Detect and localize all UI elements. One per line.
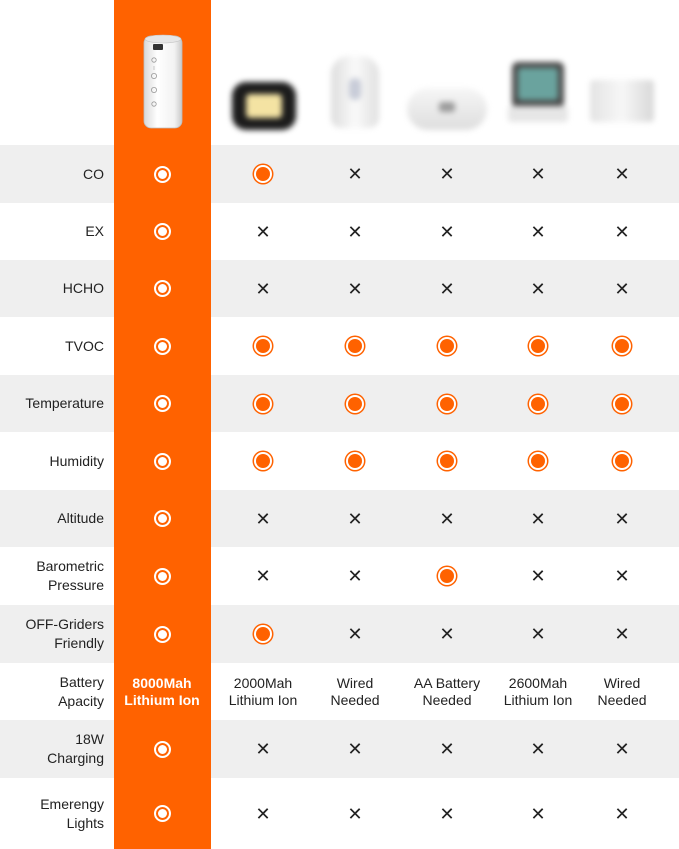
- feature-cell: [114, 720, 211, 778]
- feature-row: [0, 547, 679, 605]
- feature-cell: [401, 432, 493, 490]
- cross-icon: ✕: [614, 278, 630, 299]
- product-2-image: [331, 56, 379, 128]
- cell-text-line: Wired: [336, 674, 374, 691]
- cross-icon: ✕: [439, 221, 455, 242]
- feature-label: [0, 279, 114, 298]
- feature-label-line: Lights: [66, 814, 104, 831]
- cell-text-line: Wired: [603, 674, 641, 691]
- filled-circle-icon: [256, 454, 270, 468]
- cross-icon: ✕: [347, 164, 363, 184]
- feature-cell: [309, 260, 401, 317]
- cross-icon: ✕: [255, 278, 271, 299]
- feature-cell: [492, 663, 584, 720]
- cross-icon: ✕: [530, 739, 546, 759]
- feature-label-line: 18W: [75, 731, 104, 747]
- filled-circle-icon: [531, 454, 545, 468]
- feature-row: [0, 203, 679, 260]
- feature-cell: [309, 203, 401, 260]
- featured-product-image: [140, 32, 186, 132]
- feature-cell: [114, 432, 211, 490]
- feature-cell: [492, 260, 584, 317]
- cross-icon: ✕: [614, 803, 630, 824]
- feature-row: [0, 145, 679, 203]
- feature-cell: [309, 778, 401, 849]
- feature-cell: [492, 720, 584, 778]
- cell-text: [414, 675, 480, 709]
- feature-label: [0, 673, 114, 711]
- feature-label-line: Apacity: [58, 692, 104, 709]
- feature-label: [0, 557, 114, 595]
- feature-cell: [217, 720, 309, 778]
- feature-cell: [576, 203, 668, 260]
- cross-icon: ✕: [347, 739, 363, 759]
- feature-cell: [309, 317, 401, 375]
- cross-icon: ✕: [614, 739, 630, 759]
- product-images-row: [0, 0, 679, 145]
- filled-circle-icon-white: [154, 626, 171, 643]
- feature-label-line: HCHO: [62, 280, 104, 296]
- feature-row: [0, 663, 679, 720]
- feature-cell: [114, 203, 211, 260]
- feature-label-line: Barometric: [36, 558, 104, 574]
- feature-cell: [217, 260, 309, 317]
- feature-cell: [576, 778, 668, 849]
- feature-cell: [114, 778, 211, 849]
- feature-cell: [492, 145, 584, 203]
- feature-cell: [114, 605, 211, 663]
- feature-cell: [401, 605, 493, 663]
- feature-cell: [309, 547, 401, 605]
- feature-cell: [576, 663, 668, 720]
- filled-circle-icon-white: [154, 510, 171, 527]
- filled-circle-icon: [615, 454, 629, 468]
- feature-label-line: CO: [83, 165, 104, 182]
- feature-cell: [576, 145, 668, 203]
- filled-circle-icon-white: [154, 338, 171, 355]
- feature-cell: [492, 375, 584, 432]
- feature-cell: [309, 605, 401, 663]
- cell-text: [229, 675, 297, 709]
- cross-icon: ✕: [347, 803, 363, 824]
- feature-label-line: Humidity: [49, 452, 104, 469]
- feature-row: [0, 432, 679, 490]
- cross-icon: ✕: [255, 803, 271, 824]
- feature-label: [0, 452, 114, 471]
- feature-cell: [576, 720, 668, 778]
- filled-circle-icon: [256, 339, 270, 353]
- cross-icon: ✕: [347, 508, 363, 529]
- feature-cell: [401, 720, 493, 778]
- feature-label: [0, 795, 114, 833]
- cross-icon: ✕: [255, 739, 271, 759]
- feature-label-line: Altitude: [57, 510, 104, 526]
- filled-circle-icon-white: [154, 568, 171, 585]
- feature-row: [0, 317, 679, 375]
- feature-label: [0, 394, 114, 413]
- cross-icon: ✕: [439, 803, 455, 824]
- cross-icon: ✕: [255, 508, 271, 529]
- cell-text-line: Needed: [422, 691, 472, 708]
- feature-cell: [217, 490, 309, 547]
- feature-cell: [576, 375, 668, 432]
- feature-cell: [576, 490, 668, 547]
- cross-icon: ✕: [530, 278, 546, 299]
- feature-cell: [114, 260, 211, 317]
- feature-cell: [576, 432, 668, 490]
- filled-circle-icon: [440, 569, 454, 583]
- feature-cell: [114, 547, 211, 605]
- feature-cell: [492, 490, 584, 547]
- feature-label-line: Charging: [47, 750, 104, 766]
- filled-circle-icon-white: [154, 223, 171, 240]
- cross-icon: ✕: [439, 624, 455, 644]
- feature-cell: [309, 720, 401, 778]
- cross-icon: ✕: [614, 221, 630, 242]
- feature-cell: [492, 605, 584, 663]
- cell-text-line: Lithium Ion: [228, 691, 298, 708]
- cross-icon: ✕: [439, 164, 455, 184]
- cross-icon: ✕: [614, 624, 630, 644]
- filled-circle-icon: [256, 167, 270, 181]
- product-3-image: [407, 88, 487, 130]
- cross-icon: ✕: [530, 566, 546, 586]
- filled-circle-icon: [531, 339, 545, 353]
- cross-icon: ✕: [530, 508, 546, 529]
- product-5-image: [590, 80, 654, 122]
- filled-circle-icon-white: [154, 453, 171, 470]
- feature-cell: [576, 260, 668, 317]
- feature-cell: [114, 663, 211, 720]
- filled-circle-icon: [615, 339, 629, 353]
- feature-label-line: TVOC: [65, 337, 104, 354]
- feature-row: [0, 778, 679, 849]
- feature-cell: [401, 547, 493, 605]
- feature-cell: [401, 490, 493, 547]
- cell-text-line: Lithium Ion: [503, 691, 573, 708]
- filled-circle-icon-white: [154, 280, 171, 297]
- feature-cell: [492, 547, 584, 605]
- cross-icon: ✕: [347, 624, 363, 644]
- feature-cell: [309, 663, 401, 720]
- cross-icon: ✕: [530, 164, 546, 184]
- cross-icon: ✕: [530, 803, 546, 824]
- cell-text: [124, 675, 199, 709]
- cell-text-line: 2600Mah: [508, 674, 568, 691]
- feature-label-line: EX: [85, 223, 104, 239]
- filled-circle-icon: [256, 627, 270, 641]
- feature-cell: [217, 203, 309, 260]
- cross-icon: ✕: [439, 739, 455, 759]
- feature-cell: [576, 605, 668, 663]
- cross-icon: ✕: [439, 508, 455, 529]
- feature-label: [0, 222, 114, 241]
- filled-circle-icon: [531, 397, 545, 411]
- feature-cell: [217, 432, 309, 490]
- feature-label: [0, 730, 114, 768]
- feature-cell: [114, 145, 211, 203]
- feature-cell: [114, 317, 211, 375]
- feature-label: [0, 509, 114, 528]
- feature-cell: [217, 778, 309, 849]
- feature-cell: [309, 145, 401, 203]
- filled-circle-icon-white: [154, 741, 171, 758]
- cross-icon: ✕: [347, 278, 363, 299]
- feature-cell: [492, 432, 584, 490]
- feature-cell: [217, 375, 309, 432]
- feature-cell: [576, 317, 668, 375]
- filled-circle-icon: [348, 339, 362, 353]
- cross-icon: ✕: [614, 508, 630, 529]
- feature-cell: [309, 375, 401, 432]
- cross-icon: ✕: [614, 566, 630, 586]
- feature-cell: [217, 317, 309, 375]
- feature-cell: [401, 260, 493, 317]
- feature-cell: [217, 547, 309, 605]
- filled-circle-icon-white: [154, 805, 171, 822]
- cell-text-line: Lithium Ion: [124, 691, 200, 708]
- feature-row: [0, 260, 679, 317]
- feature-label: [0, 337, 114, 356]
- feature-row: [0, 375, 679, 432]
- feature-label: [0, 615, 114, 653]
- cell-text-line: AA Battery: [413, 674, 481, 691]
- cell-text-line: Needed: [330, 691, 380, 708]
- filled-circle-icon: [440, 454, 454, 468]
- cross-icon: ✕: [439, 278, 455, 299]
- feature-cell: [492, 203, 584, 260]
- feature-label-line: Friendly: [54, 635, 104, 651]
- cell-text-line: Needed: [597, 691, 647, 708]
- filled-circle-icon: [348, 397, 362, 411]
- feature-row: [0, 490, 679, 547]
- filled-circle-icon: [348, 454, 362, 468]
- cross-icon: ✕: [347, 221, 363, 242]
- feature-cell: [114, 375, 211, 432]
- cell-text-line: 2000Mah: [233, 674, 293, 691]
- cell-text: [504, 675, 572, 709]
- feature-cell: [492, 778, 584, 849]
- feature-cell: [114, 490, 211, 547]
- cross-icon: ✕: [255, 566, 271, 586]
- feature-label-line: Emerengy: [40, 795, 104, 812]
- cross-icon: ✕: [255, 221, 271, 242]
- cross-icon: ✕: [614, 164, 630, 184]
- feature-cell: [576, 547, 668, 605]
- feature-row: [0, 605, 679, 663]
- feature-cell: [401, 145, 493, 203]
- filled-circle-icon: [440, 339, 454, 353]
- feature-cell: [217, 145, 309, 203]
- feature-label-line: Pressure: [47, 577, 104, 593]
- feature-cell: [217, 605, 309, 663]
- feature-label-line: OFF-Griders: [25, 616, 104, 632]
- product-4-image: [508, 62, 568, 124]
- filled-circle-icon: [440, 397, 454, 411]
- product-1-image: [232, 82, 296, 130]
- feature-label-line: Temperature: [25, 395, 104, 411]
- cross-icon: ✕: [530, 221, 546, 242]
- cell-text: [330, 675, 379, 709]
- feature-cell: [401, 778, 493, 849]
- feature-row: [0, 720, 679, 778]
- feature-cell: [401, 317, 493, 375]
- feature-cell: [401, 203, 493, 260]
- filled-circle-icon: [256, 397, 270, 411]
- feature-cell: [309, 490, 401, 547]
- feature-label-line: Battery: [59, 673, 104, 690]
- filled-circle-icon-white: [154, 166, 171, 183]
- cell-text-line: 8000Mah: [132, 674, 192, 691]
- feature-cell: [401, 375, 493, 432]
- filled-circle-icon: [615, 397, 629, 411]
- feature-cell: [401, 663, 493, 720]
- filled-circle-icon-white: [154, 395, 171, 412]
- feature-cell: [309, 432, 401, 490]
- cross-icon: ✕: [347, 566, 363, 586]
- feature-label: [0, 165, 114, 184]
- feature-cell: [492, 317, 584, 375]
- feature-cell: [217, 663, 309, 720]
- cell-text: [597, 675, 646, 709]
- cross-icon: ✕: [530, 624, 546, 644]
